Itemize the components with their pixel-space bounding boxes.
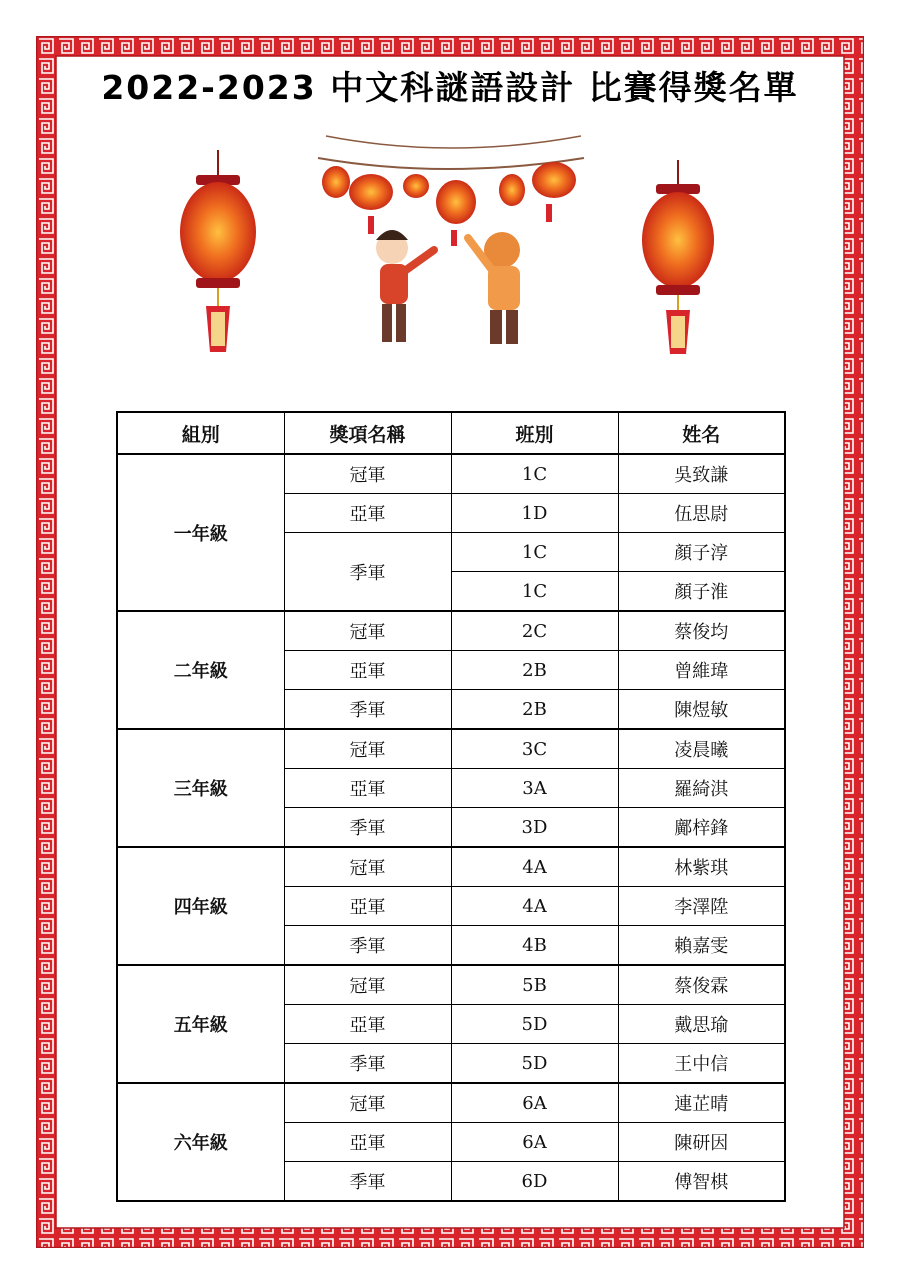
award-cell: 季軍 bbox=[284, 1162, 451, 1202]
name-cell: 吳致謙 bbox=[618, 454, 785, 494]
class-cell: 3D bbox=[451, 808, 618, 848]
award-cell: 冠軍 bbox=[284, 454, 451, 494]
grade-cell: 四年級 bbox=[117, 847, 284, 965]
name-cell: 羅綺淇 bbox=[618, 769, 785, 808]
class-cell: 3C bbox=[451, 729, 618, 769]
name-cell: 伍思尉 bbox=[618, 494, 785, 533]
award-cell: 亞軍 bbox=[284, 769, 451, 808]
name-cell: 林紫琪 bbox=[618, 847, 785, 887]
page-title: 2022-2023 中文科謎語設計 比賽得獎名單 bbox=[101, 68, 799, 107]
name-cell: 傅智棋 bbox=[618, 1162, 785, 1202]
class-cell: 4A bbox=[451, 847, 618, 887]
table-row bbox=[117, 965, 785, 1005]
name-cell: 蔡俊均 bbox=[618, 611, 785, 651]
header-name: 姓名 bbox=[618, 412, 785, 454]
award-cell: 亞軍 bbox=[284, 887, 451, 926]
award-cell: 冠軍 bbox=[284, 729, 451, 769]
name-cell: 凌晨曦 bbox=[618, 729, 785, 769]
grade-cell: 六年級 bbox=[117, 1083, 284, 1201]
award-cell: 季軍 bbox=[284, 690, 451, 730]
header-group: 組別 bbox=[117, 412, 284, 454]
award-cell: 冠軍 bbox=[284, 611, 451, 651]
name-cell: 李澤陞 bbox=[618, 887, 785, 926]
table-row bbox=[117, 847, 785, 887]
name-cell: 曾維瑋 bbox=[618, 651, 785, 690]
lantern-icon bbox=[642, 160, 714, 354]
class-cell: 1D bbox=[451, 494, 618, 533]
class-cell: 3A bbox=[451, 769, 618, 808]
grade-cell: 五年級 bbox=[117, 965, 284, 1083]
awards-table bbox=[116, 411, 786, 1202]
award-cell: 亞軍 bbox=[284, 1123, 451, 1162]
class-cell: 2B bbox=[451, 651, 618, 690]
lantern-illustration bbox=[56, 120, 844, 400]
class-cell: 6D bbox=[451, 1162, 618, 1202]
table-row bbox=[117, 611, 785, 651]
award-cell: 冠軍 bbox=[284, 847, 451, 887]
award-cell: 季軍 bbox=[284, 926, 451, 966]
table-row bbox=[117, 729, 785, 769]
name-cell: 陳研因 bbox=[618, 1123, 785, 1162]
grade-cell: 一年級 bbox=[117, 454, 284, 611]
class-cell: 1C bbox=[451, 533, 618, 572]
name-cell: 王中信 bbox=[618, 1044, 785, 1084]
class-cell: 6A bbox=[451, 1083, 618, 1123]
table-row bbox=[117, 1083, 785, 1123]
name-cell: 陳煜敏 bbox=[618, 690, 785, 730]
award-cell: 季軍 bbox=[284, 1044, 451, 1084]
name-cell: 戴思瑜 bbox=[618, 1005, 785, 1044]
class-cell: 1C bbox=[451, 454, 618, 494]
class-cell: 4B bbox=[451, 926, 618, 966]
table-row bbox=[117, 454, 785, 494]
lantern-icon bbox=[180, 150, 256, 352]
name-cell: 蔡俊霖 bbox=[618, 965, 785, 1005]
award-cell: 亞軍 bbox=[284, 494, 451, 533]
class-cell: 5D bbox=[451, 1044, 618, 1084]
class-cell: 1C bbox=[451, 572, 618, 612]
name-cell: 賴嘉雯 bbox=[618, 926, 785, 966]
class-cell: 4A bbox=[451, 887, 618, 926]
lantern-string-icon bbox=[318, 136, 584, 246]
children-icon bbox=[376, 230, 520, 344]
class-cell: 2B bbox=[451, 690, 618, 730]
grade-cell: 二年級 bbox=[117, 611, 284, 729]
award-cell: 冠軍 bbox=[284, 1083, 451, 1123]
header-class: 班別 bbox=[451, 412, 618, 454]
award-cell: 亞軍 bbox=[284, 1005, 451, 1044]
name-cell: 鄺梓鋒 bbox=[618, 808, 785, 848]
class-cell: 6A bbox=[451, 1123, 618, 1162]
name-cell: 顏子淳 bbox=[618, 533, 785, 572]
name-cell: 顏子淮 bbox=[618, 572, 785, 612]
award-cell: 亞軍 bbox=[284, 651, 451, 690]
award-cell: 冠軍 bbox=[284, 965, 451, 1005]
class-cell: 5D bbox=[451, 1005, 618, 1044]
grade-cell: 三年級 bbox=[117, 729, 284, 847]
table-header-row bbox=[117, 412, 785, 454]
header-award: 獎項名稱 bbox=[284, 412, 451, 454]
class-cell: 2C bbox=[451, 611, 618, 651]
class-cell: 5B bbox=[451, 965, 618, 1005]
award-cell: 季軍 bbox=[284, 533, 451, 612]
name-cell: 連芷晴 bbox=[618, 1083, 785, 1123]
award-cell: 季軍 bbox=[284, 808, 451, 848]
